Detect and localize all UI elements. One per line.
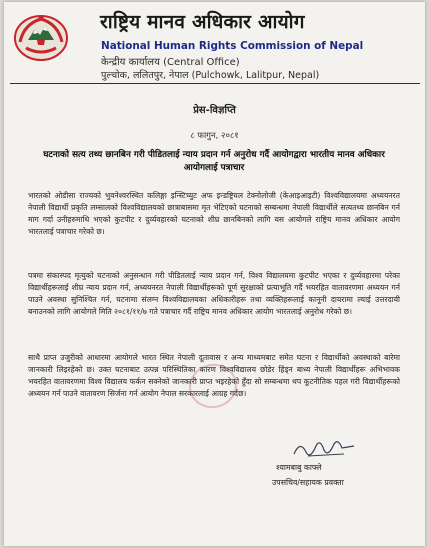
commission-name-nepali: राष्ट्रिय मानव अधिकार आयोग [100,11,305,33]
document-subject: घटनाको सत्य तथ्य छानबिन गरी पीडितलाई न्याय प्रदान गर्न अनुरोध गर्दै आयोगद्वारा भारतीय मानव अधिकार आयोगलाई पत्राचार [43,150,385,173]
signatory-name: श्यामबाबु काफ्ले [276,463,322,472]
signature-icon [290,434,360,464]
signatory-title: उपसचिव/सहायक प्रवक्ता [272,478,344,487]
document-heading: प्रेस-विज्ञप्ति [193,105,236,116]
body-paragraph-3: साथै प्राप्त उजुरीको आधारमा आयोगले भारत स्थित नेपाली दूतावास र अन्य माध्यमबाट समेत घटना र विद्यार्थीको अवस्थाको बारेमा जानकारी लिइरहेको छ। उक्त घटनाबाट उत्पन्न परिस्थितिका कारण विश्वविद्यालय छोडेर हिंड्न बाध्य नेपाली विद्यार्थीहरू अभिभावक भयरहित वातावरणमा विश्व विद्यालय फर्कन सक्नेको जानकारी प्राप्त भइरहेको हुँदा सो सम्बन्धमा थप कूटनीतिक पहल गरी विद्यार्थीहरूको अध्ययन गर्न पाउने वातावरण सिर्जना गर्न आयोग नेपाल सरकारलाई आग्रह गर्दछ। [28,353,400,398]
letterhead-divider [10,83,420,84]
document-date: ८ फागुन, २०८१ [190,131,239,141]
commission-name-english: National Human Rights Commission of Nepal [101,40,364,52]
body-paragraph-1: भारतको ओडीसा राज्यको भुवनेश्वरस्थित कलिङ्गा इन्स्टिच्युट अफ इन्डष्ट्रियल टेक्नोलोजी (केआइआइटी) विश्वविद्यालयमा अध्ययनरत नेपाली विद्यार्थी प्रकृति लम्सालको विश्वविद्यालयको छात्राबासमा मृत भेटिएको घटनाको सम्बन्धमा नेपाली विद्यार्थीले सत्यतथ्य छानबिन गर्न माग गर्दा उनीहरुमाथि भएको कुटपीट र दुर्व्यवहारको घटनाको शीघ्र छानबिनको लागि यस आयोगले राष्ट्रिय मानव अधिकार आयोग भारतलाई पत्राचार गरेको छ। [28,191,400,236]
office-label: केन्द्रीय कार्यालय (Central Office) [101,57,240,68]
nepal-emblem-icon [12,10,70,62]
body-paragraph-2: पत्रमा संकास्पद मृत्युको घटनाको अनुसन्धान गरी पीडितलाई न्याय प्रदान गर्न, विश्व विद्यालयमा कुटपीट भएका र दुर्व्यवहारमा परेका विद्यार्थीहरूलाई शीघ्र न्याय प्रदान गर्न, अध्ययनरत नेपाली विद्यार्थीहरूको पूर्ण सुरक्षाको प्रत्याभूति गर्दै भयरहित वातावरणमा अध्ययन गर्न पाउने अवस्था सुनिश्चित गर्न, घटनामा संलग्न विश्वविद्यालयका अधिकारीहरू तथा व्यक्तिहरूलाई कानूनी दायरामा ल्याई उत्तरदायी बनाउनको लागि आयोगले मिति २०८१/११/७ गते पत्राचार गर्दै राष्ट्रिय मानव अधिकार आयोग भारतलाई अनुरोध गरेको छ। [28,271,400,316]
office-address: पुल्चोक, ललितपुर, नेपाल (Pulchowk, Lalitpur, Nepal) [101,70,320,81]
press-release-page [4,2,425,546]
